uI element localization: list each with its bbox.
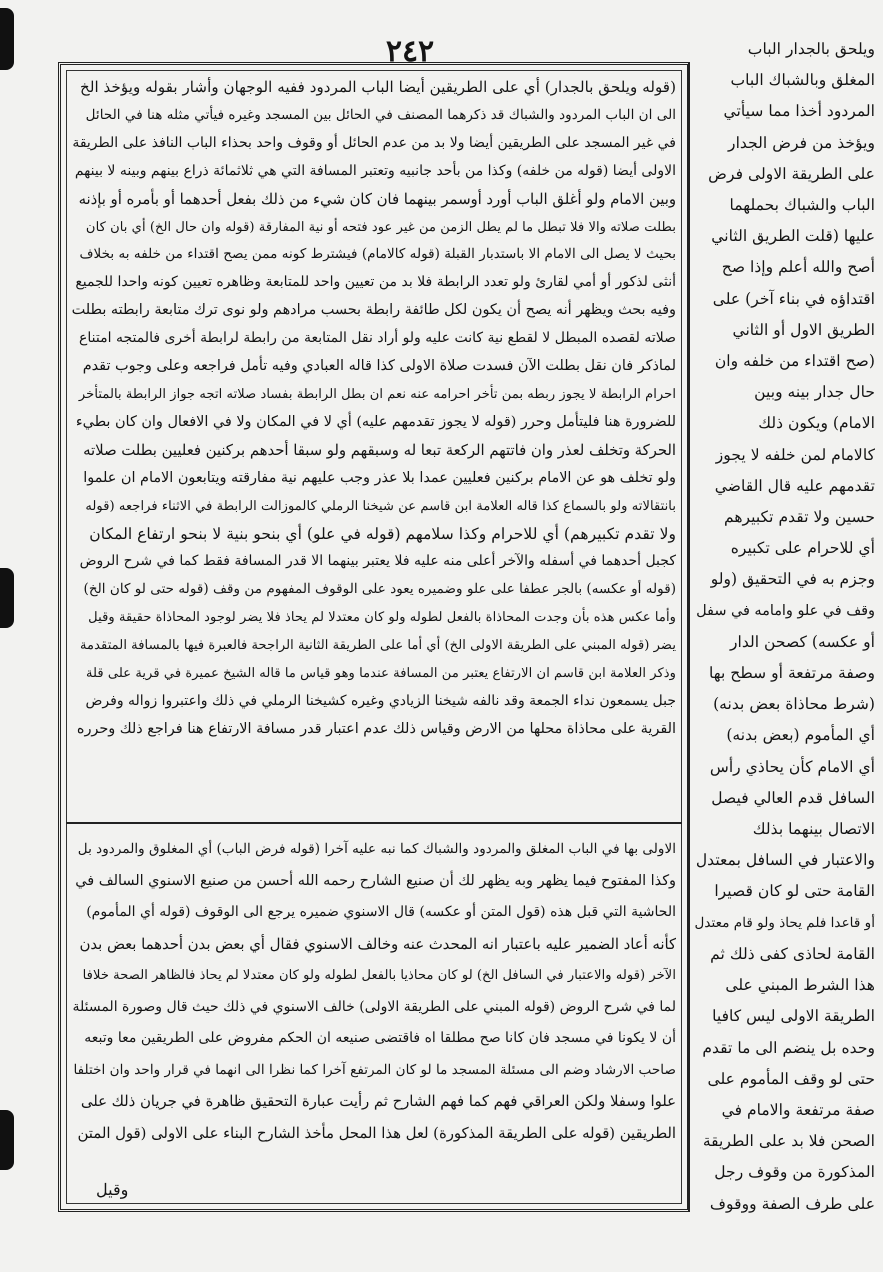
margin-text-line: الطريقة الاولى ليس كافيا xyxy=(712,1007,875,1026)
main-text-line: بحيث لا يصل الى الامام الا باستدبار القبلة (قوله كالامام) فيشترط كونه ممن يصح اقتداء من خلفه به بخلاف xyxy=(79,246,676,263)
margin-text-line: صفة مرتفعة والامام في xyxy=(721,1100,875,1119)
footnote-divider xyxy=(66,822,682,824)
margin-text-line: أي للاحرام على تكبيره xyxy=(730,539,875,558)
main-text-line: الاولى أيضا (قوله من خلفه) وكذا من بأحد جانبيه وتعتبر المسافة التي هي ثلاثمائة ذراع بينهم وبينه لا بينهم xyxy=(74,162,676,179)
footnote-commentary-block xyxy=(72,834,676,1204)
margin-text-line: وصفة مرتفعة أو سطح بها xyxy=(709,664,875,683)
margin-text-line: وجزم به في التحقيق (ولو xyxy=(710,570,875,589)
main-text-line: وفيه بحث ويظهر أنه يصح أن يكون لكل طائفة رابطة بحسب مرادهم ولو نوى ترك متابعة رابطته بطلت xyxy=(72,302,676,319)
margin-text-line: القامة لحاذى كفى ذلك ثم xyxy=(710,944,875,963)
main-commentary-block xyxy=(72,74,676,818)
margin-text-line: الباب والشباك بحملهما xyxy=(729,196,875,215)
main-text-line: وبين الامام ولو أغلق الباب أورد أوسمر بينهما فان كان شيء من ذلك بفعل أحدهما أو بأمره أو بإذنه xyxy=(78,190,676,208)
margin-text-line: أو قاعدا فلم يحاذ ولو قام معتدل xyxy=(695,914,875,931)
footnote-text-line: الاولى بها في الباب المغلق والمردود والشباك كما نبه عليه آخرا (قوله فرض الباب) أي المغلوق والمردود بل xyxy=(77,841,676,857)
main-text-line: يضر (قوله المبني على الطريقة الاولى الخ) أي أما على الطريقة الثانية الراجحة فالعبرة فيها بالمسافة المتقدمة xyxy=(79,638,676,654)
main-text-line: الى ان الباب المردود والشباك قد ذكرهما المصنف في الحائل بين المسجد وغيره فيأتي مثله هنا في الحائل xyxy=(85,106,676,123)
margin-text-line: والاعتبار في السافل بمعتدل xyxy=(695,851,875,870)
margin-text-line: اقتداؤه في بناء آخر) على xyxy=(712,289,875,308)
margin-text-line: أي الامام كأن يحاذي رأس xyxy=(709,757,875,776)
footnote-text-line: الطريقين (قوله على الطريقة المذكورة) لعل هذا المحل مأخذ الشارح البناء على الاولى (قول المتن xyxy=(77,1124,676,1142)
page-number: ٢٤٢ xyxy=(385,34,435,69)
margin-text-line: وحده بل ينضم الى ما تقدم xyxy=(702,1038,875,1057)
margin-text-line: الامام) ويكون ذلك xyxy=(758,414,875,433)
margin-text-line: (صح اقتداء من خلفه وان xyxy=(714,352,875,371)
footnote-text-line: الحاشية التي قبل هذه (قول المتن أو عكسه) قال الاسنوي ضميره يرجع الى الوقوف (قوله أي المأموم) xyxy=(86,904,676,920)
margin-text-line: ويلحق بالجدار الباب xyxy=(747,40,875,58)
footnote-text-line: كأنه أعاد الضمير عليه باعتبار انه المحدث عنه وخالف الاسنوي فقال أي بعض بدن أحدهما بعض بدن xyxy=(79,935,676,953)
margin-text-line: على الطريقة الاولى فرض xyxy=(708,164,875,183)
catchword: وقيل xyxy=(96,1180,129,1199)
margin-text-line: المردود أخذا مما سيأتي xyxy=(723,102,875,121)
margin-text-line: كالامام لمن خلفه لا يجوز xyxy=(715,445,875,464)
margin-text-line: هذا الشرط المبني على xyxy=(725,976,875,995)
binding-shadow-mark xyxy=(0,1110,14,1170)
main-text-line: (قوله أو عكسه) بالجر عطفا على علو وضميره يعود على الوقوف المفهوم من وقف (قوله حتى لو كان الخ) xyxy=(83,581,676,598)
margin-text-line: حتى لو وقف المأموم على xyxy=(707,1069,875,1088)
margin-text-line: أصح والله أعلم وإذا صح xyxy=(721,258,875,277)
margin-text-line: المغلق وبالشباك الباب xyxy=(730,71,875,90)
margin-text-line: تقدمهم عليه قال القاضي xyxy=(714,476,875,495)
main-text-line: للضرورة هنا فليتأمل وحرر (قوله لا يجوز تقدمهم عليه) أي لا في المكان ولا في الافعال وان كان بطيء xyxy=(75,413,676,430)
margin-text-line: أي المأموم (بعض بدنه) xyxy=(726,726,875,745)
margin-matn-column xyxy=(695,34,875,1214)
binding-shadow-mark xyxy=(0,8,14,70)
main-text-line: جبل يسمعون نداء الجمعة وقد نالفه شيخنا الزيادي وغيره كشيخنا الرملي في ذلك واعتبروا زواله وفرض xyxy=(85,692,676,709)
margin-text-line: ويؤخذ من فرض الجدار xyxy=(728,133,875,152)
main-text-line: ولو تخلف هو عن الامام بركنين فعليين عمدا بلا عذر وجب عليهم نية مفارقته ويتابعون الامام ان علموا xyxy=(83,469,676,486)
margin-text-line: الاتصال بينهما بذلك xyxy=(752,820,875,839)
main-text-line: احرام الرابطة لا يجوز ربطه بمن تأخر احرامه عنه نعم ان بطل الرابطة بفساد صلاته اتجه جواز الرابطة بالمتأخر xyxy=(78,386,676,402)
margin-text-line: المذكورة من وقوف رجل xyxy=(714,1163,875,1182)
main-text-line: أنثى لذكور أو أمي لقارئ ولو تعدد الرابطة فلا بد من تعيين واحد للمتابعة وظاهره تعيين كونه واحدا للجميع xyxy=(75,274,676,291)
main-text-line: وذكر العلامة ابن قاسم ان الارتفاع يعتبر من المسافة عندما وهو قياس ما قاله الشيخ عميرة في قرية على قلة xyxy=(85,666,676,682)
margin-text-line: حسين ولا تقدم تكبيرهم xyxy=(723,508,875,527)
main-text-line: بطلت صلاته والا فلا تبطل ما لم يطل الزمن من غير عود فتحه أو نية المفارقة (قوله وان حال الخ) أي بان كان xyxy=(85,219,676,235)
footnote-text-line: صاحب الارشاد وضم الى مسئلة المسجد ما لو كان المرتفع آخرا كما نظرا الى انهما في قرار واحد وان اختلفا xyxy=(73,1061,676,1078)
main-text-line: بانتقالاته ولو بالسماع كذا قاله العلامة ابن قاسم عن شيخنا الرملي كالموزالت الرابطة في الاثناء فراجعه (قوله xyxy=(85,498,676,514)
main-text-line: في غير المسجد على الطريقين أيضا ولا بد من عدم الحائل أو وقوف واحد بحذاء الباب النافذ على الطريقة xyxy=(72,134,676,151)
margin-column-rule xyxy=(688,62,690,1212)
main-text-line: القرية على محاذاة محلها من الارض وقياس ذلك عدم اعتبار قدر مسافة الارتفاع هنا فراجع ذلك وحرره xyxy=(76,720,676,737)
main-text-line: لماذكر فان نقل بطلت الآن فسدت صلاة الاولى كذا قاله العبادي وفيه تأمل فراجعه وعلى وجوب تقدم xyxy=(82,358,676,375)
main-text-line: صلاته لقصده المبطل لا لقطع نية كانت عليه ولو أراد نقل المتابعة من رابطة لرابطة أخرى فالمتجه امتناع xyxy=(79,330,676,347)
main-text-line: كجبل أحدهما في أسفله والآخر أعلى منه عليه فلا يعتبر بينهما الا قدر المسافة فقط كما في شرح الروض xyxy=(79,553,676,570)
main-text-line: (قوله ويلحق بالجدار) أي على الطريقين أيضا الباب المردود ففيه الوجهان وأشار بقوله ويؤخذ الخ xyxy=(80,78,676,96)
main-text-line: الحركة وتخلف لعذر وان فاتتهم الركعة تبعا له وسبقهم ولو سبقا أحدهم بركنين فعليين بطلت صلاته xyxy=(83,441,676,459)
margin-text-line: على طرف الصفة ووقوف xyxy=(709,1194,875,1213)
footnote-text-line: الآخر (قوله والاعتبار في السافل الخ) لو كان محاذيا بالفعل لطوله ولو كان معتدلا لم يحاذ فالظاهر الصحة خلافا xyxy=(82,968,676,983)
margin-text-line: حال جدار بينه وبين xyxy=(754,383,875,402)
margin-text-line: القامة حتى لو كان قصيرا xyxy=(714,882,875,901)
footnote-text-line: لما في شرح الروض (قوله المبني على الطريقة الاولى) خالف الاسنوي في ذلك حيث قال وصورة المسئلة xyxy=(72,998,676,1015)
margin-text-line: (شرط محاذاة بعض بدنه) xyxy=(713,695,875,714)
margin-text-line: أو عكسه) كصحن الدار xyxy=(729,632,875,651)
margin-text-line: الصحن فلا بد على الطريقة xyxy=(702,1132,875,1151)
main-text-line: ولا تقدم تكبيرهم) أي للاحرام وكذا سلامهم (قوله في علو) أي بنحو بنية لا بنحو ارتفاع المكان xyxy=(89,524,676,543)
main-text-line: وأما عكس هذه بأن وجدت المحاذاة بالفعل لطوله ولو كان معتدلا لم يحاذ فلا يضر لوجود المحاذاة حقيقة وقيل xyxy=(88,610,676,626)
margin-text-line: السافل قدم العالي فيصل xyxy=(711,788,875,807)
footnote-text-line: علوا وسفلا ولكن العراقي فهم كما فهم الشارح ثم رأيت عبارة التحقيق ظاهرة في جريان ذلك على xyxy=(80,1093,676,1110)
footnote-text-line: أن لا يكونا في مسجد فان كانا صح مطلقا اه فاقتضى صنيعه ان الحكم مفروض على الطريقين معا وتبعه xyxy=(84,1030,676,1046)
footnote-text-line: وكذا المفتوح فيما يظهر وبه يظهر لك أن صنيع الشارح رحمه الله أحسن من صنيع الاسنوي السالف في xyxy=(75,872,676,889)
binding-shadow-mark xyxy=(0,568,14,628)
margin-text-line: عليها (قلت الطريق الثاني xyxy=(711,227,875,246)
margin-text-line: الطريق الاول أو الثاني xyxy=(732,320,875,339)
margin-text-line: وقف في علو وامامه في سفل xyxy=(696,602,875,619)
